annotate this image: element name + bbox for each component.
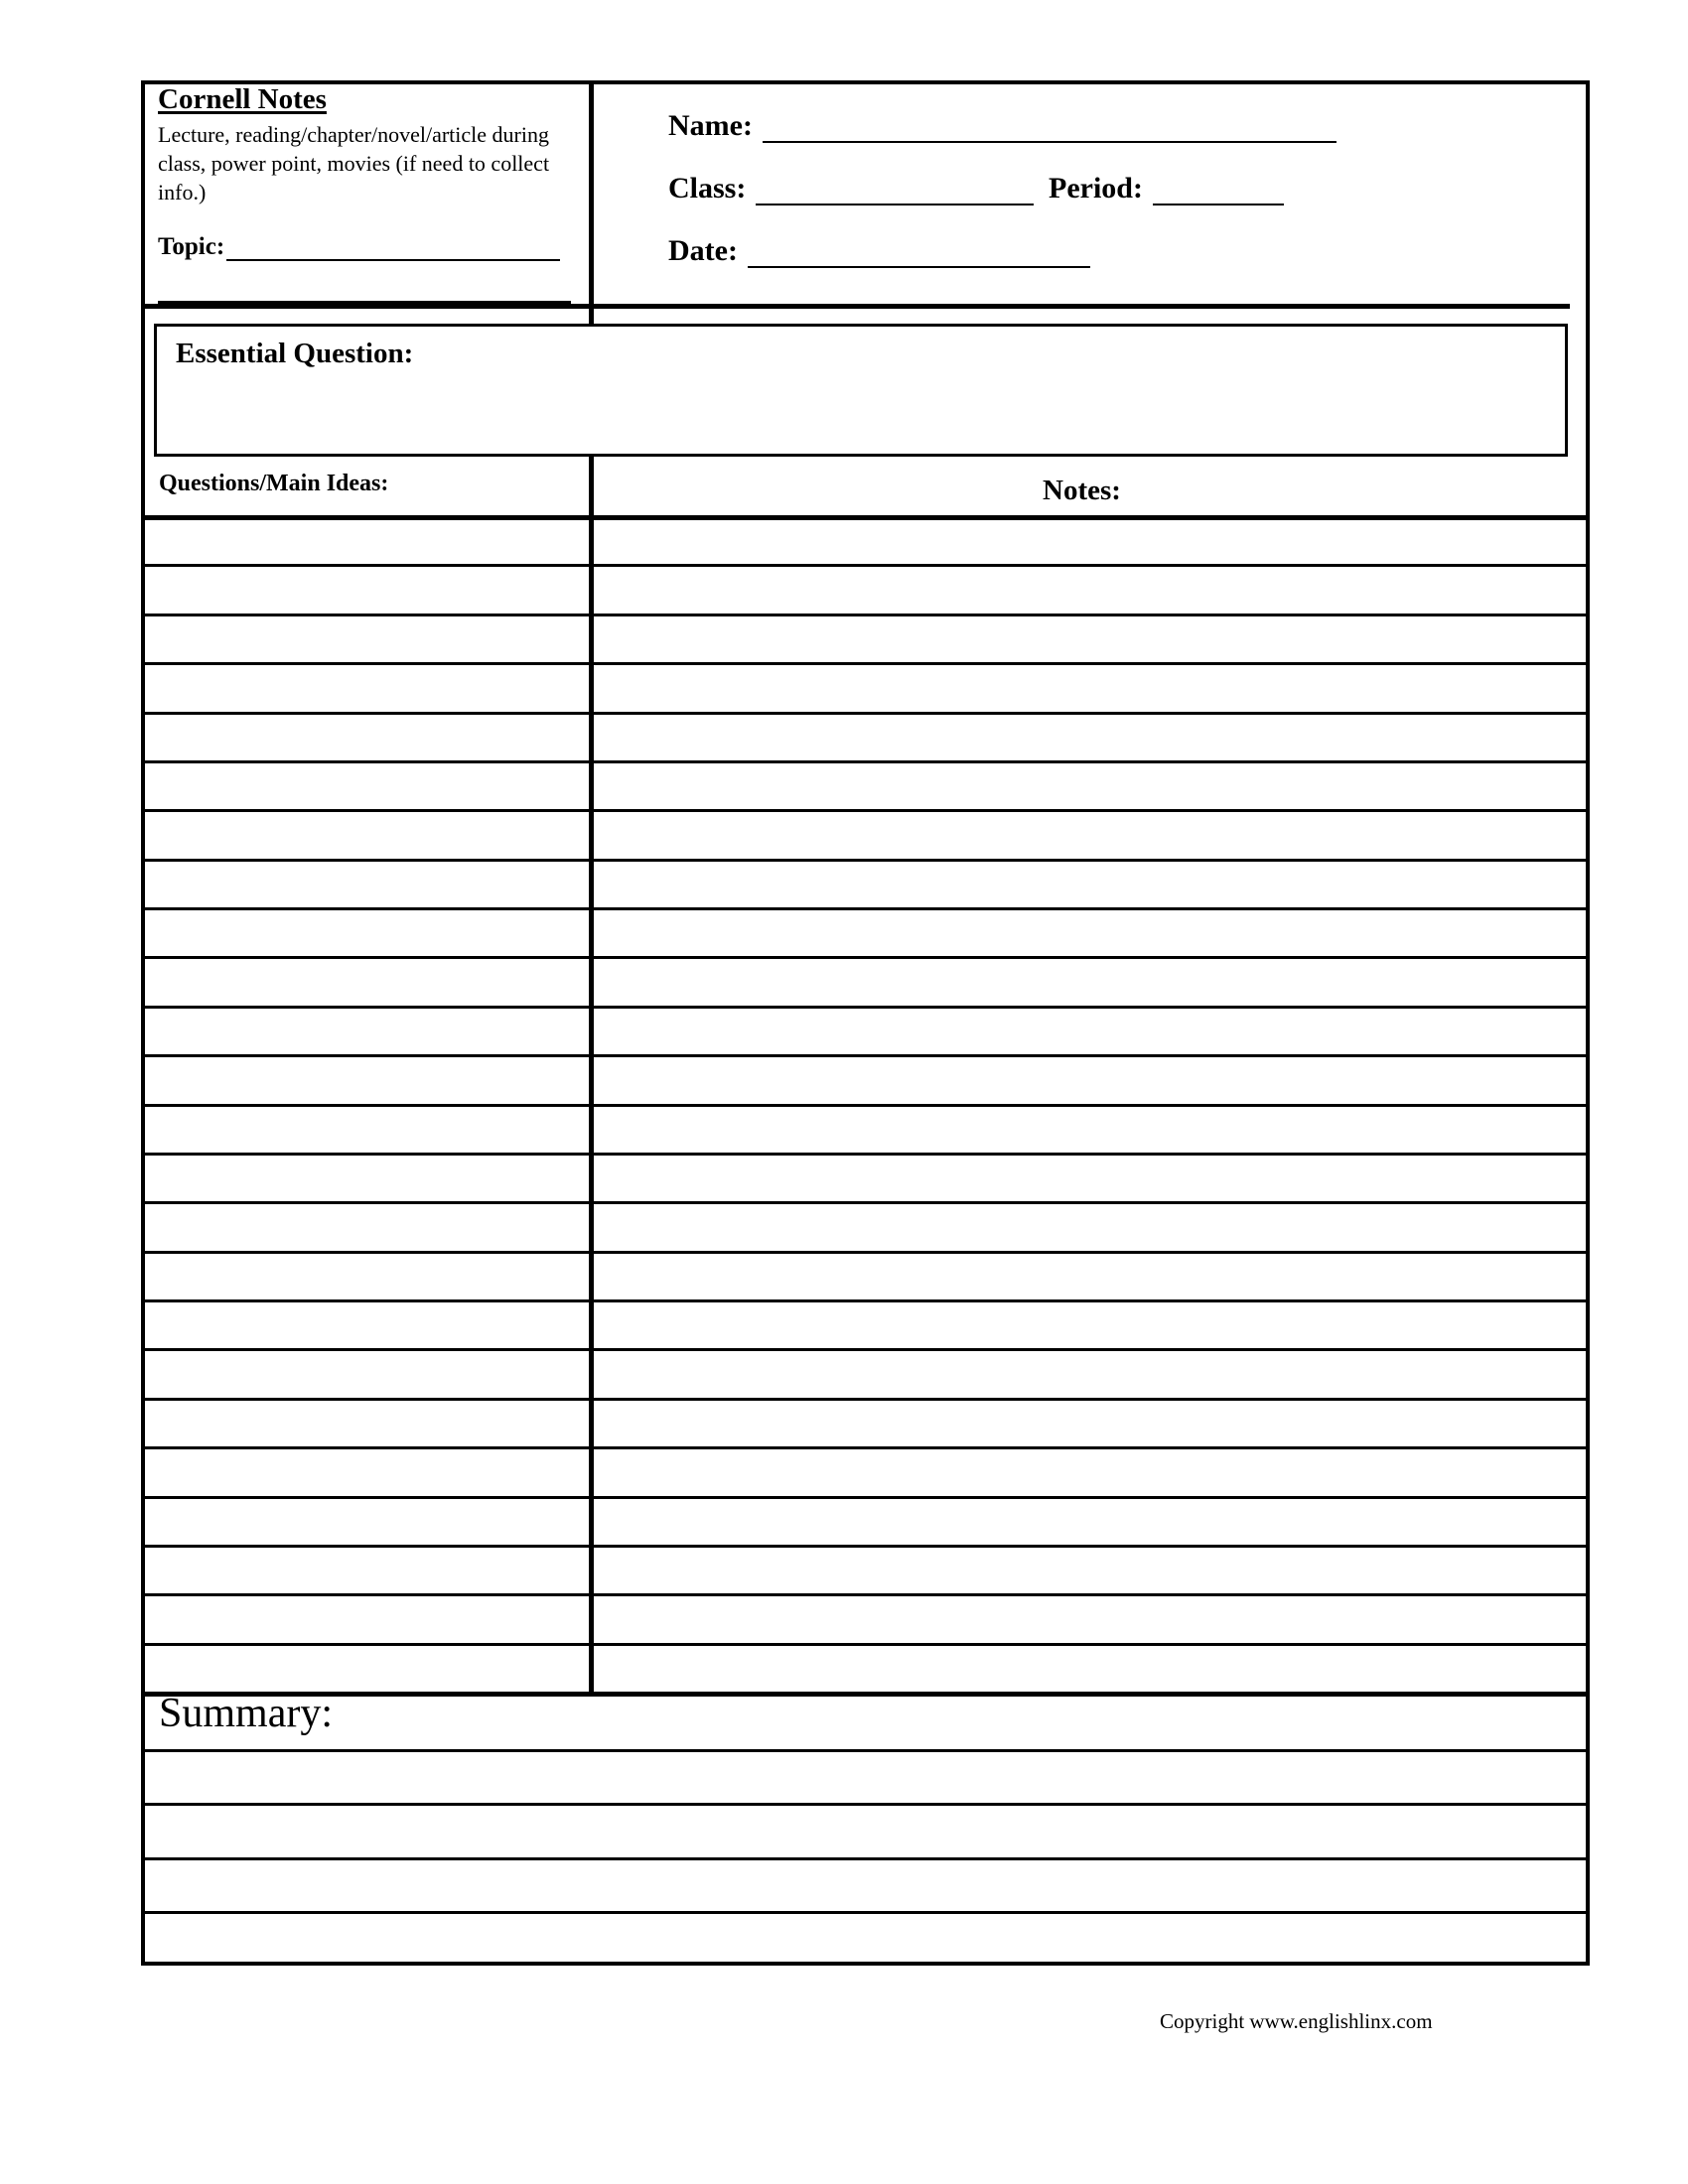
topic-field	[158, 233, 560, 261]
questions-main-ideas-header: Questions/Main Ideas:	[159, 471, 389, 496]
copyright-text: Copyright www.englishlinx.com	[1160, 2009, 1433, 2033]
table-row-line	[145, 1348, 1586, 1351]
summary-line	[145, 1749, 1586, 1752]
date-input[interactable]	[748, 238, 1090, 268]
period-input[interactable]	[1153, 176, 1284, 205]
date-field	[668, 234, 1090, 268]
table-row-line	[145, 760, 1586, 763]
grid-bottom-line	[145, 1692, 1586, 1697]
table-row-line	[145, 1299, 1586, 1302]
class-input[interactable]	[756, 176, 1034, 205]
header-divider	[145, 304, 1570, 309]
topic-input[interactable]	[226, 233, 560, 261]
table-row-line	[145, 1643, 1586, 1646]
summary-line	[145, 1803, 1586, 1806]
name-label: Name:	[668, 109, 753, 142]
table-row-line	[145, 809, 1586, 812]
table-row-line	[145, 564, 1586, 567]
table-row-line	[145, 1054, 1586, 1057]
table-row-line	[145, 1593, 1586, 1596]
summary-line	[145, 1911, 1586, 1914]
table-row-line	[145, 1496, 1586, 1499]
topic-label: Topic:	[158, 233, 225, 260]
grid-header-line	[145, 515, 1586, 520]
table-row-line	[145, 614, 1586, 616]
worksheet-description: Lecture, reading/chapter/novel/article during class, power point, movies (if need to collect info.)	[158, 122, 550, 205]
table-row-line	[145, 1251, 1586, 1254]
worksheet-title: Cornell Notes	[158, 83, 327, 115]
table-row-line	[145, 712, 1586, 715]
table-row-line	[145, 859, 1586, 862]
table-row-line	[145, 1398, 1586, 1401]
class-label: Class:	[668, 172, 747, 205]
summary-line	[145, 1857, 1586, 1860]
column-divider	[589, 454, 594, 1694]
table-row-line	[145, 1153, 1586, 1156]
period-field	[1049, 172, 1284, 205]
class-field	[668, 172, 1034, 205]
table-row-line	[145, 1446, 1586, 1449]
name-field	[668, 109, 1336, 143]
essential-question-label: Essential Question:	[176, 338, 414, 369]
table-row-line	[145, 1201, 1586, 1204]
name-input[interactable]	[763, 113, 1336, 143]
table-row-line	[145, 1104, 1586, 1107]
notes-header: Notes:	[1043, 475, 1121, 506]
summary-label: Summary:	[159, 1691, 333, 1736]
table-row-line	[145, 1545, 1586, 1548]
column-divider-header	[589, 80, 594, 324]
table-row-line	[145, 907, 1586, 910]
table-row-line	[145, 956, 1586, 959]
period-label: Period:	[1049, 172, 1143, 205]
table-row-line	[145, 1006, 1586, 1009]
date-label: Date:	[668, 234, 738, 267]
table-row-line	[145, 662, 1586, 665]
